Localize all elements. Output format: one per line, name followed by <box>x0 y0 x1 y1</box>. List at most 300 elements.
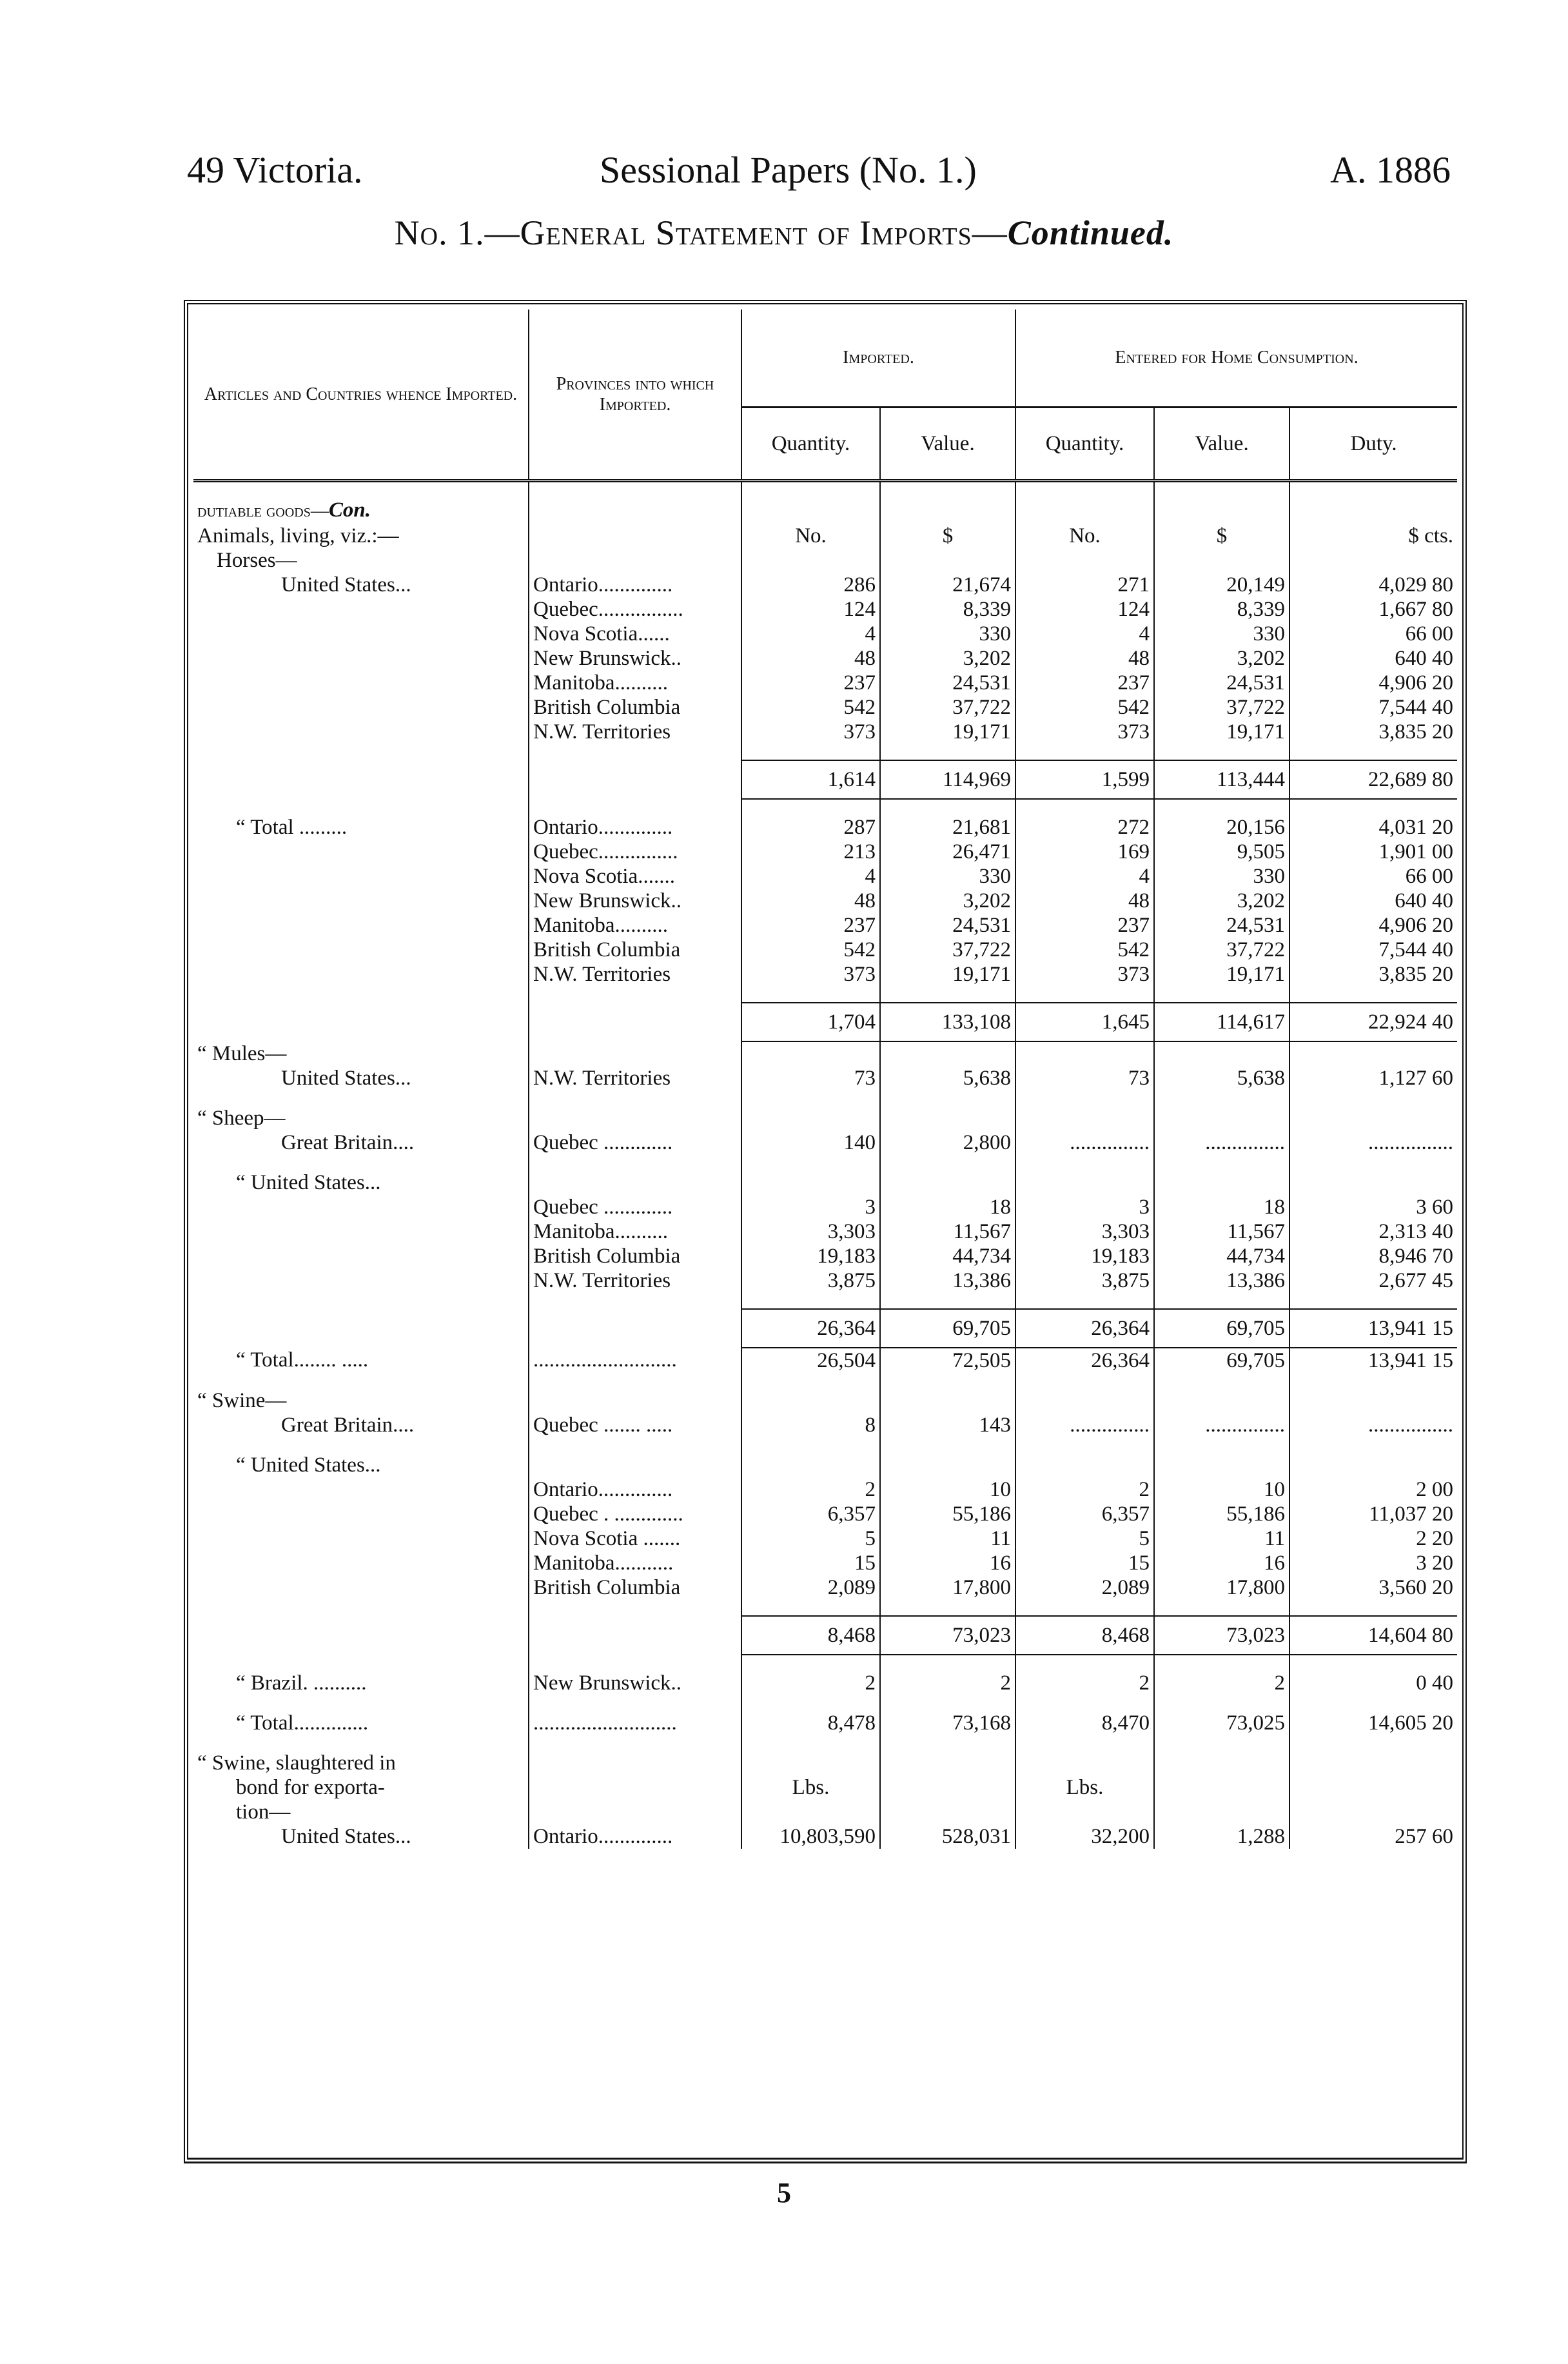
header-session: 49 Victoria. <box>187 149 363 191</box>
province: British Columbia <box>529 1244 741 1268</box>
duty: 8,946 70 <box>1289 1244 1457 1268</box>
province: Manitoba.......... <box>529 913 741 938</box>
province: Nova Scotia....... <box>529 864 741 889</box>
value-entered: 37,722 <box>1154 695 1289 720</box>
quantity-entered: 373 <box>1015 720 1154 744</box>
table-row <box>193 573 1457 597</box>
table-row <box>193 1671 1457 1695</box>
quantity-entered: 237 <box>1015 671 1154 695</box>
table-row <box>193 938 1457 962</box>
table-row <box>193 1824 1457 1849</box>
quantity-imported: 26,504 <box>741 1348 880 1373</box>
province: Quebec . ............. <box>529 1502 741 1526</box>
value-entered: 37,722 <box>1154 938 1289 962</box>
quantity-entered: 4 <box>1015 622 1154 646</box>
quantity-imported: 15 <box>741 1551 880 1575</box>
value-entered: 20,156 <box>1154 815 1289 840</box>
quantity-imported: 48 <box>741 889 880 913</box>
province: Nova Scotia ....... <box>529 1526 741 1551</box>
quantity-entered: 237 <box>1015 913 1154 938</box>
quantity-entered: 3,875 <box>1015 1268 1154 1293</box>
province: New Brunswick.. <box>529 1671 741 1695</box>
duty: 4,906 20 <box>1289 913 1457 938</box>
table-body <box>193 481 1457 573</box>
horses-us-total <box>193 744 1457 815</box>
unit-dollar-cents: $ cts. <box>1289 524 1457 548</box>
value-entered: 3,202 <box>1154 646 1289 671</box>
group-swine: “ Swine— <box>197 1389 287 1412</box>
value-entered: 10 <box>1154 1477 1289 1502</box>
table-row <box>193 1413 1457 1437</box>
table-row <box>193 1388 1457 1413</box>
duty: 66 00 <box>1289 622 1457 646</box>
quantity-entered: 272 <box>1015 815 1154 840</box>
value-entered: 24,531 <box>1154 913 1289 938</box>
quantity-imported: 237 <box>741 913 880 938</box>
duty: 7,544 40 <box>1289 695 1457 720</box>
quantity-imported: 287 <box>741 815 880 840</box>
subtotal-value-entered: 113,444 <box>1154 760 1289 799</box>
quantity-entered: ............... <box>1015 1413 1154 1437</box>
duty: 4,906 20 <box>1289 671 1457 695</box>
province: Ontario.............. <box>529 1824 741 1849</box>
group-sheep: “ Sheep— <box>197 1107 286 1130</box>
value-imported: 16 <box>880 1551 1015 1575</box>
duty: ................ <box>1289 1413 1457 1437</box>
table-row <box>193 1526 1457 1551</box>
table-row <box>193 1219 1457 1244</box>
table-row <box>193 1066 1457 1090</box>
table-row <box>193 1775 1457 1800</box>
quantity-entered: 6,357 <box>1015 1502 1154 1526</box>
value-imported: 21,681 <box>880 815 1015 840</box>
quantity-imported: 373 <box>741 720 880 744</box>
value-imported: 21,674 <box>880 573 1015 597</box>
value-entered: ............... <box>1154 1413 1289 1437</box>
duty: 1,901 00 <box>1289 840 1457 864</box>
page-header <box>187 148 1451 206</box>
duty: 3 60 <box>1289 1195 1457 1219</box>
value-entered: 3,202 <box>1154 889 1289 913</box>
duty: 14,605 20 <box>1289 1711 1457 1735</box>
mules-country: United States... <box>281 1067 411 1090</box>
value-imported: 24,531 <box>880 671 1015 695</box>
quantity-imported: 8 <box>741 1413 880 1437</box>
value-entered: 8,339 <box>1154 597 1289 622</box>
province: Quebec ....... ..... <box>529 1413 741 1437</box>
quantity-entered: 2 <box>1015 1671 1154 1695</box>
sheep-country-us: “ United States... <box>236 1171 381 1194</box>
value-imported: 330 <box>880 864 1015 889</box>
subtotal-row <box>193 760 1457 799</box>
quantity-entered: 32,200 <box>1015 1824 1154 1849</box>
swine-country-brazil: “ Brazil. .......... <box>236 1671 367 1695</box>
value-entered: 73,025 <box>1154 1711 1289 1735</box>
quantity-imported: 19,183 <box>741 1244 880 1268</box>
province: Quebec ............. <box>529 1130 741 1155</box>
quantity-entered: 169 <box>1015 840 1154 864</box>
table-row <box>193 1244 1457 1268</box>
value-imported: 37,722 <box>880 938 1015 962</box>
quantity-imported: 73 <box>741 1066 880 1090</box>
value-imported: 528,031 <box>880 1824 1015 1849</box>
province: Ontario.............. <box>529 573 741 597</box>
value-entered: ............... <box>1154 1130 1289 1155</box>
value-imported: 24,531 <box>880 913 1015 938</box>
value-entered: 18 <box>1154 1195 1289 1219</box>
col-articles: Articles and Countries whence Imported. <box>204 384 518 404</box>
province: Quebec............... <box>529 840 741 864</box>
subtotal-duty: 14,604 80 <box>1289 1616 1457 1655</box>
value-imported: 11,567 <box>880 1219 1015 1244</box>
province: Quebec ............. <box>529 1195 741 1219</box>
value-entered: 20,149 <box>1154 573 1289 597</box>
quantity-imported: 6,357 <box>741 1502 880 1526</box>
table-header <box>193 310 1457 481</box>
quantity-imported: 8,478 <box>741 1711 880 1735</box>
col-duty: Duty. <box>1289 408 1457 481</box>
value-imported: 3,202 <box>880 646 1015 671</box>
subtotal-value-entered: 69,705 <box>1154 1309 1289 1348</box>
col-value-imported: Value. <box>880 408 1015 481</box>
table-row <box>193 840 1457 864</box>
value-imported: 11 <box>880 1526 1015 1551</box>
province: N.W. Territories <box>529 962 741 987</box>
subtotal-value-imported: 133,108 <box>880 1003 1015 1041</box>
group-horses: Horses— <box>217 549 297 572</box>
table-row <box>193 1800 1457 1824</box>
unit-dollar: $ <box>1154 524 1289 548</box>
quantity-imported: 124 <box>741 597 880 622</box>
table-row <box>193 864 1457 889</box>
value-entered: 19,171 <box>1154 720 1289 744</box>
value-imported: 19,171 <box>880 720 1015 744</box>
group-slaughtered-line2: bond for exporta- <box>236 1776 385 1799</box>
quantity-entered: 542 <box>1015 938 1154 962</box>
quantity-entered: 3 <box>1015 1195 1154 1219</box>
imports-table <box>193 310 1457 1849</box>
header-sessional-papers: Sessional Papers (No. 1.) <box>600 149 977 191</box>
quantity-imported: 373 <box>741 962 880 987</box>
table-row <box>193 646 1457 671</box>
table-row <box>193 720 1457 744</box>
value-entered: 19,171 <box>1154 962 1289 987</box>
quantity-imported: 48 <box>741 646 880 671</box>
table-row <box>193 1130 1457 1155</box>
value-entered: 330 <box>1154 864 1289 889</box>
quantity-entered: 3,303 <box>1015 1219 1154 1244</box>
duty: 13,941 15 <box>1289 1348 1457 1373</box>
table-row <box>193 524 1457 548</box>
section-animals: Animals, living, viz.:— <box>197 524 399 547</box>
value-entered: 17,800 <box>1154 1575 1289 1600</box>
quantity-entered: 4 <box>1015 864 1154 889</box>
sheep-us-rows <box>193 1195 1457 1293</box>
horses-total-rows <box>193 815 1457 987</box>
value-imported: 17,800 <box>880 1575 1015 1600</box>
page-number: 5 <box>777 2177 791 2209</box>
value-entered: 44,734 <box>1154 1244 1289 1268</box>
quantity-imported: 213 <box>741 840 880 864</box>
quantity-entered: 542 <box>1015 695 1154 720</box>
table-row <box>193 1106 1457 1130</box>
subtotal-quantity-imported: 1,704 <box>741 1003 880 1041</box>
col-provinces: Provinces into which Imported. <box>529 310 741 481</box>
quantity-imported: 3 <box>741 1195 880 1219</box>
quantity-imported: 3,875 <box>741 1268 880 1293</box>
duty: 2 00 <box>1289 1477 1457 1502</box>
table-row <box>193 1575 1457 1600</box>
quantity-entered: 48 <box>1015 646 1154 671</box>
table-row <box>193 1502 1457 1526</box>
value-imported: 330 <box>880 622 1015 646</box>
table-row <box>193 1041 1457 1066</box>
value-imported: 18 <box>880 1195 1015 1219</box>
duty: ................ <box>1289 1130 1457 1155</box>
value-entered: 55,186 <box>1154 1502 1289 1526</box>
province: Manitoba.......... <box>529 1219 741 1244</box>
value-imported: 2 <box>880 1671 1015 1695</box>
value-imported: 5,638 <box>880 1066 1015 1090</box>
unit-lbs: Lbs. <box>741 1775 880 1800</box>
duty: 4,029 80 <box>1289 573 1457 597</box>
duty: 2,313 40 <box>1289 1219 1457 1244</box>
title-main: No. 1.—General Statement of Imports— <box>394 213 1008 252</box>
subtotal-quantity-imported: 26,364 <box>741 1309 880 1348</box>
quantity-imported: 2,089 <box>741 1575 880 1600</box>
unit-no: No. <box>741 524 880 548</box>
province: Manitoba.......... <box>529 671 741 695</box>
province: ........................... <box>529 1711 741 1735</box>
col-group-entered: Entered for Home Consumption. <box>1015 310 1457 408</box>
province: British Columbia <box>529 938 741 962</box>
table-row <box>193 671 1457 695</box>
duty: 640 40 <box>1289 646 1457 671</box>
value-imported: 44,734 <box>880 1244 1015 1268</box>
province: British Columbia <box>529 695 741 720</box>
section-dutiable: dutiable goods— <box>197 501 329 521</box>
value-imported: 8,339 <box>880 597 1015 622</box>
col-quantity-entered: Quantity. <box>1015 408 1154 481</box>
quantity-entered: 15 <box>1015 1551 1154 1575</box>
value-entered: 1,288 <box>1154 1824 1289 1849</box>
unit-lbs: Lbs. <box>1015 1775 1154 1800</box>
value-imported: 19,171 <box>880 962 1015 987</box>
quantity-imported: 2 <box>741 1477 880 1502</box>
value-entered: 5,638 <box>1154 1066 1289 1090</box>
quantity-imported: 10,803,590 <box>741 1824 880 1849</box>
quantity-entered: 8,470 <box>1015 1711 1154 1735</box>
table-row <box>193 1711 1457 1735</box>
table-row <box>193 1453 1457 1477</box>
table-row <box>193 1751 1457 1775</box>
horses-us-rows <box>193 573 1457 744</box>
subtotal-quantity-imported: 8,468 <box>741 1616 880 1655</box>
quantity-imported: 5 <box>741 1526 880 1551</box>
quantity-imported: 4 <box>741 864 880 889</box>
province: Quebec................ <box>529 597 741 622</box>
quantity-imported: 3,303 <box>741 1219 880 1244</box>
subtotal-row <box>193 1309 1457 1348</box>
subtotal-quantity-entered: 26,364 <box>1015 1309 1154 1348</box>
province: ........................... <box>529 1348 741 1373</box>
province: Nova Scotia...... <box>529 622 741 646</box>
col-value-entered: Value. <box>1154 408 1289 481</box>
duty: 3,835 20 <box>1289 720 1457 744</box>
table-row <box>193 1170 1457 1195</box>
title-continued: Continued. <box>1007 213 1174 252</box>
quantity-entered: 19,183 <box>1015 1244 1154 1268</box>
quantity-imported: 542 <box>741 695 880 720</box>
horses-total-sum <box>193 987 1457 1195</box>
province: N.W. Territories <box>529 1268 741 1293</box>
subtotal-value-imported: 69,705 <box>880 1309 1015 1348</box>
quantity-entered: 26,364 <box>1015 1348 1154 1373</box>
subtotal-quantity-entered: 8,468 <box>1015 1616 1154 1655</box>
section-con: Con. <box>328 498 371 522</box>
duty: 3 20 <box>1289 1551 1457 1575</box>
value-imported: 26,471 <box>880 840 1015 864</box>
subtotal-value-imported: 73,023 <box>880 1616 1015 1655</box>
col-quantity-imported: Quantity. <box>741 408 880 481</box>
sheep-total-label: “ Total........ ..... <box>236 1348 369 1372</box>
table-row <box>193 962 1457 987</box>
group-slaughtered-line3: tion— <box>236 1800 291 1824</box>
subtotal-quantity-entered: 1,599 <box>1015 760 1154 799</box>
duty: 2,677 45 <box>1289 1268 1457 1293</box>
quantity-imported: 542 <box>741 938 880 962</box>
table-row <box>193 889 1457 913</box>
unit-dollar: $ <box>880 524 1015 548</box>
quantity-imported: 286 <box>741 573 880 597</box>
quantity-imported: 140 <box>741 1130 880 1155</box>
quantity-entered: 271 <box>1015 573 1154 597</box>
value-imported: 55,186 <box>880 1502 1015 1526</box>
quantity-imported: 237 <box>741 671 880 695</box>
value-imported: 2,800 <box>880 1130 1015 1155</box>
country-label: United States... <box>281 573 411 596</box>
subtotal-value-entered: 114,617 <box>1154 1003 1289 1041</box>
province: New Brunswick.. <box>529 889 741 913</box>
duty: 11,037 20 <box>1289 1502 1457 1526</box>
subtotal-duty: 22,689 80 <box>1289 760 1457 799</box>
sheep-totals <box>193 1293 1457 1477</box>
duty: 257 60 <box>1289 1824 1457 1849</box>
table-row <box>193 913 1457 938</box>
duty: 3,835 20 <box>1289 962 1457 987</box>
swine-totals <box>193 1600 1457 1849</box>
quantity-entered: 48 <box>1015 889 1154 913</box>
quantity-imported: 2 <box>741 1671 880 1695</box>
duty: 1,127 60 <box>1289 1066 1457 1090</box>
value-imported: 10 <box>880 1477 1015 1502</box>
value-imported: 3,202 <box>880 889 1015 913</box>
table-row <box>193 1195 1457 1219</box>
subtotal-value-entered: 73,023 <box>1154 1616 1289 1655</box>
swine-us-rows <box>193 1477 1457 1600</box>
col-group-imported: Imported. <box>741 310 1015 408</box>
duty: 640 40 <box>1289 889 1457 913</box>
quantity-entered: ............... <box>1015 1130 1154 1155</box>
duty: 4,031 20 <box>1289 815 1457 840</box>
quantity-entered: 2 <box>1015 1477 1154 1502</box>
value-entered: 11 <box>1154 1526 1289 1551</box>
duty: 1,667 80 <box>1289 597 1457 622</box>
swine-country-gb: Great Britain.... <box>281 1413 415 1437</box>
page-title <box>0 213 1568 253</box>
slaughtered-country: United States... <box>281 1825 411 1848</box>
group-mules: “ Mules— <box>197 1042 287 1065</box>
quantity-entered: 124 <box>1015 597 1154 622</box>
country-label: “ Total ......... <box>236 816 348 839</box>
value-imported: 143 <box>880 1413 1015 1437</box>
table-row <box>193 1477 1457 1502</box>
value-imported: 13,386 <box>880 1268 1015 1293</box>
table-row <box>193 548 1457 573</box>
quantity-entered: 73 <box>1015 1066 1154 1090</box>
province: New Brunswick.. <box>529 646 741 671</box>
value-imported: 73,168 <box>880 1711 1015 1735</box>
quantity-entered: 373 <box>1015 962 1154 987</box>
province: N.W. Territories <box>529 1066 741 1090</box>
province: Ontario.............. <box>529 1477 741 1502</box>
quantity-entered: 5 <box>1015 1526 1154 1551</box>
quantity-imported: 4 <box>741 622 880 646</box>
table-row <box>193 597 1457 622</box>
group-slaughtered-line1: “ Swine, slaughtered in <box>197 1751 396 1775</box>
duty: 0 40 <box>1289 1671 1457 1695</box>
value-entered: 13,386 <box>1154 1268 1289 1293</box>
value-entered: 330 <box>1154 622 1289 646</box>
subtotal-quantity-imported: 1,614 <box>741 760 880 799</box>
value-entered: 24,531 <box>1154 671 1289 695</box>
sheep-country-gb: Great Britain.... <box>281 1131 415 1154</box>
value-entered: 2 <box>1154 1671 1289 1695</box>
subtotal-quantity-entered: 1,645 <box>1015 1003 1154 1041</box>
province: Manitoba........... <box>529 1551 741 1575</box>
table-row <box>193 1551 1457 1575</box>
province: British Columbia <box>529 1575 741 1600</box>
duty: 7,544 40 <box>1289 938 1457 962</box>
swine-total-label: “ Total.............. <box>236 1711 369 1735</box>
table-row <box>193 695 1457 720</box>
header-year: A. 1886 <box>1330 149 1451 191</box>
table-row <box>193 815 1457 840</box>
subtotal-duty: 13,941 15 <box>1289 1309 1457 1348</box>
duty: 66 00 <box>1289 864 1457 889</box>
value-entered: 16 <box>1154 1551 1289 1575</box>
value-entered: 69,705 <box>1154 1348 1289 1373</box>
value-entered: 11,567 <box>1154 1219 1289 1244</box>
unit-no: No. <box>1015 524 1154 548</box>
table-row <box>193 1348 1457 1373</box>
swine-country-us: “ United States... <box>236 1453 381 1477</box>
table-row <box>193 498 1457 524</box>
subtotal-value-imported: 114,969 <box>880 760 1015 799</box>
province: Ontario.............. <box>529 815 741 840</box>
value-entered: 9,505 <box>1154 840 1289 864</box>
province: N.W. Territories <box>529 720 741 744</box>
table-row <box>193 1268 1457 1293</box>
quantity-entered: 2,089 <box>1015 1575 1154 1600</box>
value-imported: 37,722 <box>880 695 1015 720</box>
subtotal-row <box>193 1616 1457 1655</box>
subtotal-row <box>193 1003 1457 1041</box>
table-row <box>193 622 1457 646</box>
value-imported: 72,505 <box>880 1348 1015 1373</box>
duty: 3,560 20 <box>1289 1575 1457 1600</box>
subtotal-duty: 22,924 40 <box>1289 1003 1457 1041</box>
